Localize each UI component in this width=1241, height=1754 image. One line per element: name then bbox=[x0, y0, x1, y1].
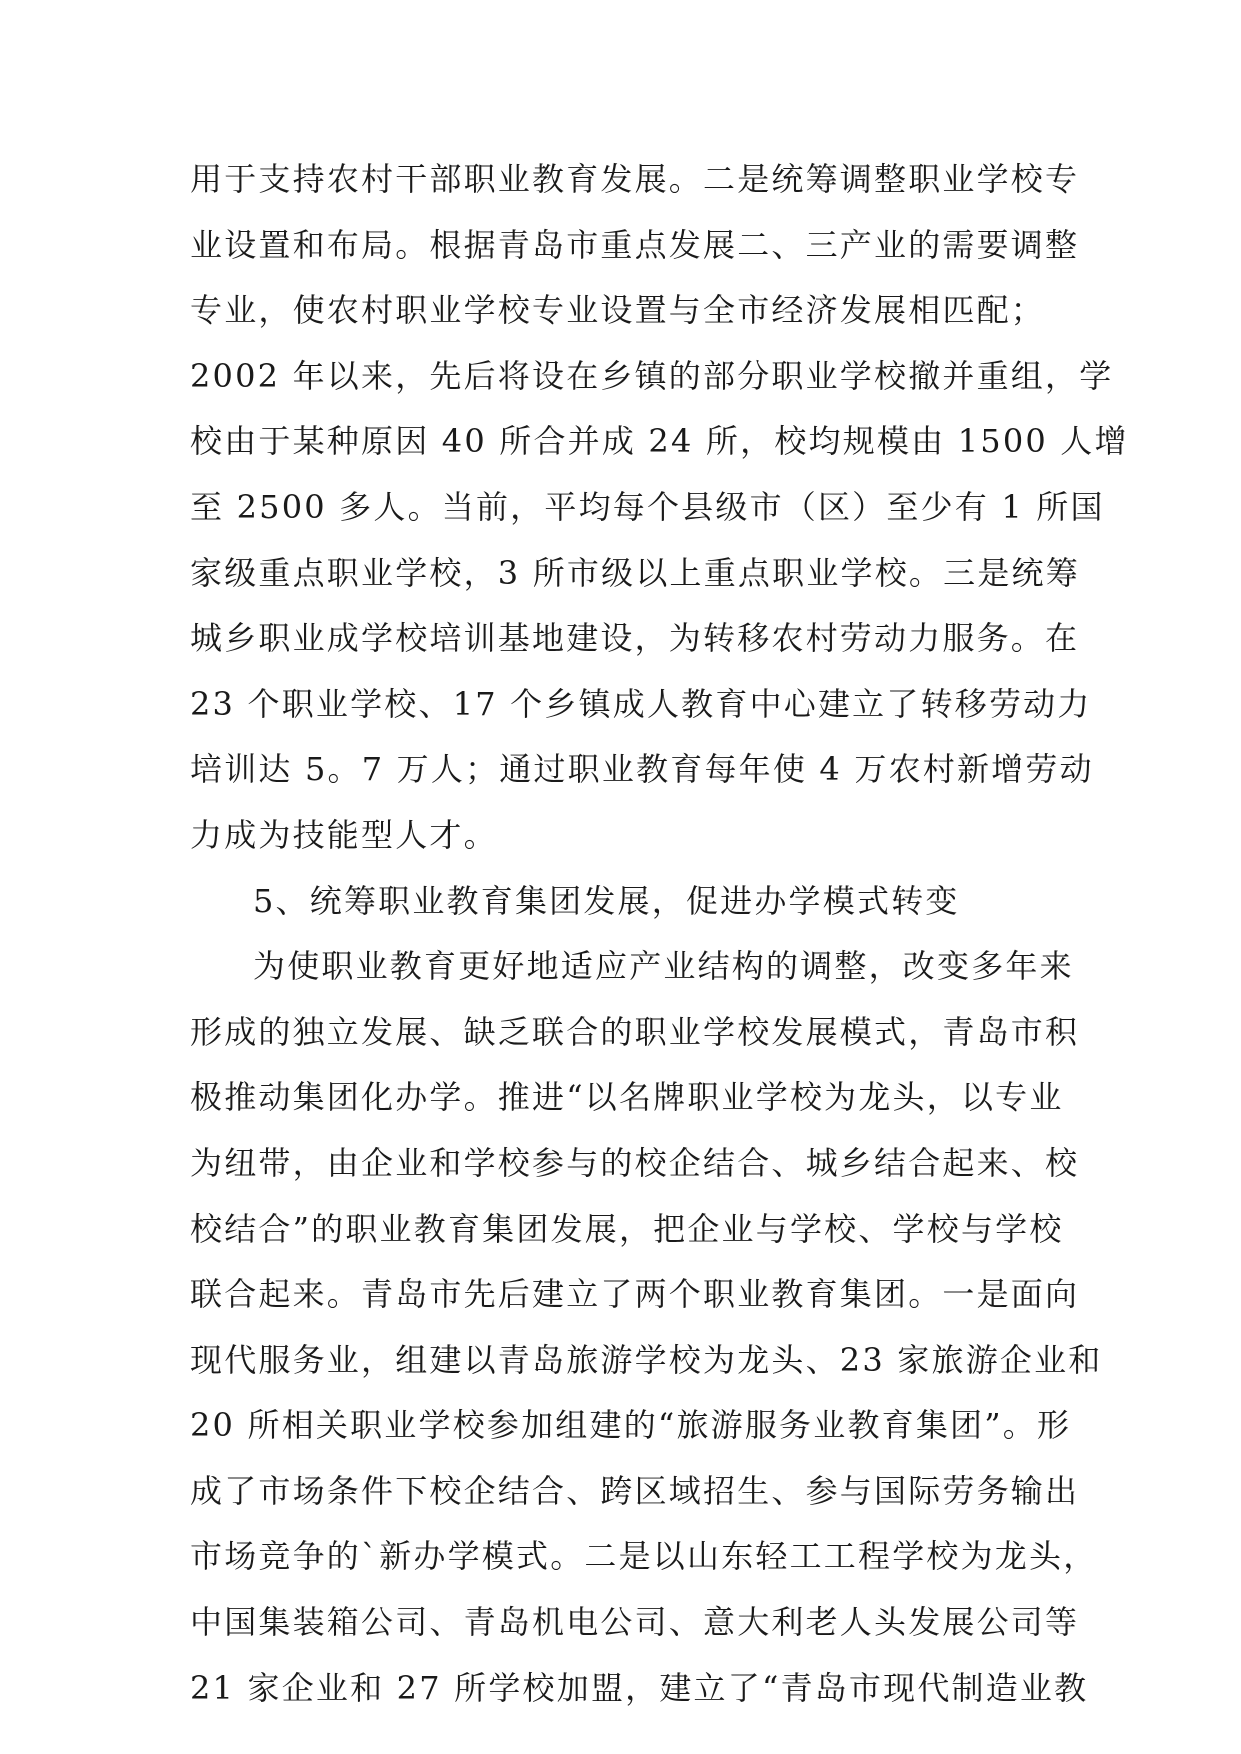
text-line: 家级重点职业学校，3 所市级以上重点职业学校。三是统筹 bbox=[190, 553, 1080, 592]
text-line: 成了市场条件下校企结合、跨区域招生、参与国际劳务输出 bbox=[190, 1471, 1080, 1510]
text-line: 用于支持农村干部职业教育发展。二是统筹调整职业学校专 bbox=[190, 160, 1080, 198]
text-line: 为纽带，由企业和学校参与的校企结合、城乡结合起来、校 bbox=[190, 1143, 1080, 1182]
text-line: 2002 年以来，先后将设在乡镇的部分职业学校撤并重组，学 bbox=[190, 356, 1114, 395]
paragraph-first-line: 为使职业教育更好地适应产业结构的调整，改变多年来 bbox=[253, 947, 1074, 986]
text-line: 至 2500 多人。当前，平均每个县级市（区）至少有 1 所国 bbox=[190, 487, 1105, 526]
text-line: 专业，使农村职业学校专业设置与全市经济发展相匹配； bbox=[190, 291, 1046, 330]
text-line: 21 家企业和 27 所学校加盟，建立了“青岛市现代制造业教 bbox=[190, 1668, 1089, 1707]
text-line: 业设置和布局。根据青岛市重点发展二、三产业的需要调整 bbox=[190, 225, 1080, 264]
text-line: 中国集装箱公司、青岛机电公司、意大利老人头发展公司等 bbox=[190, 1603, 1080, 1642]
text-line: 城乡职业成学校培训基地建设，为转移农村劳动力服务。在 bbox=[190, 619, 1080, 658]
text-line: 形成的独立发展、缺乏联合的职业学校发展模式，青岛市积 bbox=[190, 1012, 1080, 1051]
section-heading: 5、统筹职业教育集团发展，促进办学模式转变 bbox=[253, 881, 960, 920]
body-text bbox=[190, 147, 1129, 1721]
text-line: 市场竞争的`新办学模式。二是以山东轻工工程学校为龙头， bbox=[190, 1537, 1098, 1576]
text-line: 20 所相关职业学校参加组建的“旅游服务业教育集团”。形 bbox=[190, 1406, 1072, 1445]
text-line: 培训达 5。7 万人；通过职业教育每年使 4 万农村新增劳动 bbox=[190, 750, 1094, 789]
text-line: 力成为技能型人才。 bbox=[190, 815, 498, 854]
text-line: 联合起来。青岛市先后建立了两个职业教育集团。一是面向 bbox=[190, 1275, 1080, 1314]
text-line: 校结合”的职业教育集团发展，把企业与学校、学校与学校 bbox=[190, 1209, 1064, 1248]
text-line: 现代服务业，组建以青岛旅游学校为龙头、23 家旅游企业和 bbox=[190, 1340, 1103, 1379]
text-line: 校由于某种原因 40 所合并成 24 所，校均规模由 1500 人增 bbox=[190, 422, 1129, 461]
text-line: 极推动集团化办学。推进“以名牌职业学校为龙头，以专业 bbox=[190, 1078, 1064, 1117]
text-line: 23 个职业学校、17 个乡镇成人教育中心建立了转移劳动力 bbox=[190, 684, 1092, 723]
